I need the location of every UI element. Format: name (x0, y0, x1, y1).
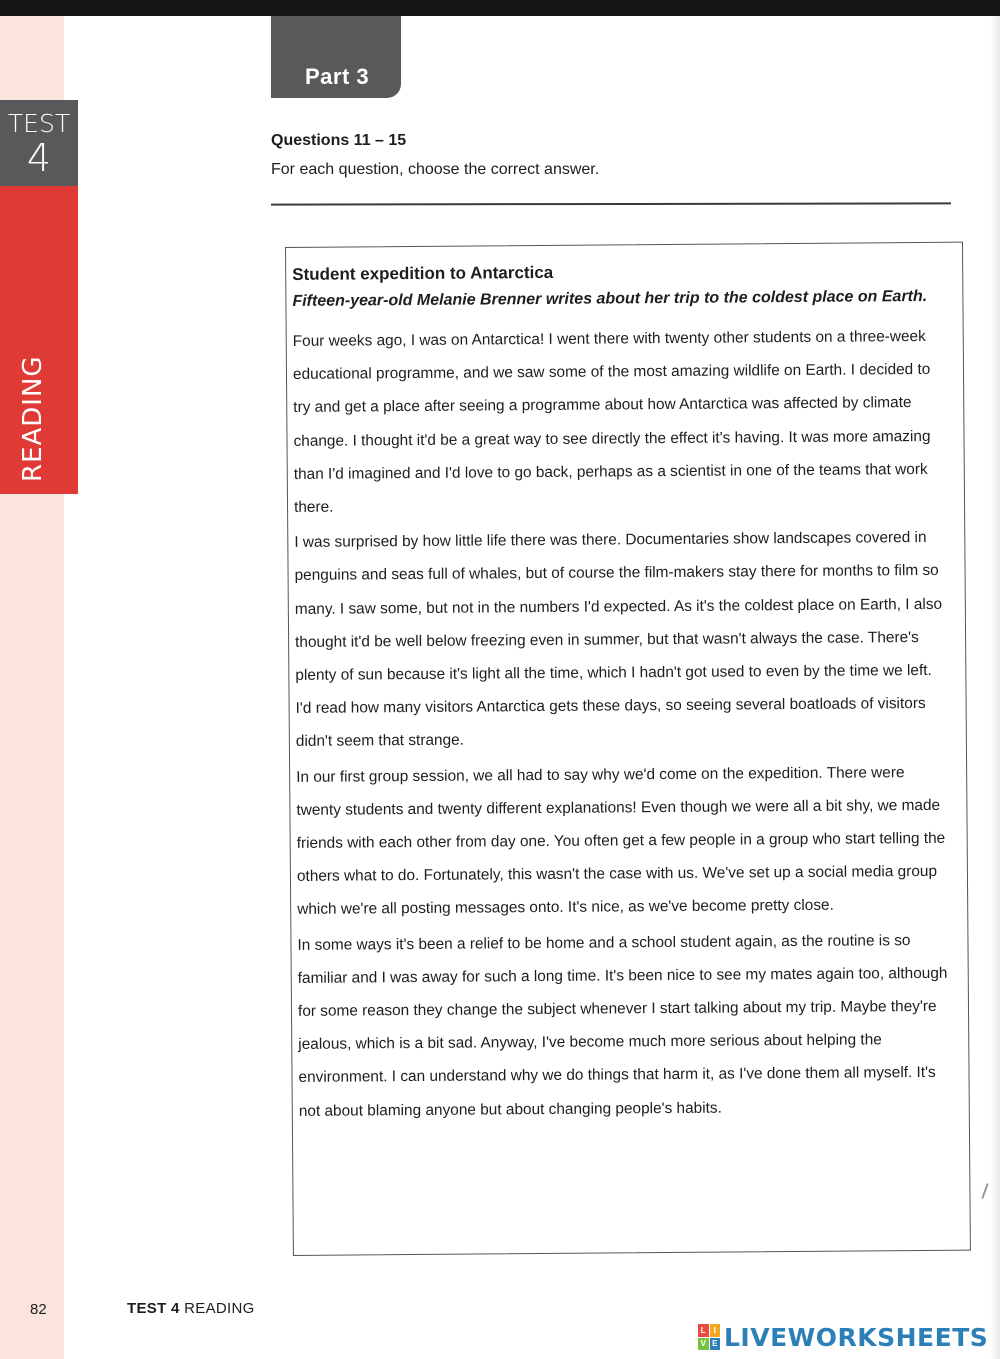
liveworksheets-watermark (698, 1322, 988, 1352)
page-number: 82 (30, 1301, 47, 1318)
article-paragraph: In our first group session, we all had to say why we'd come on the expedition. There were twenty students and twenty different explanations! Even though we were all a bit shy, we made friends with each other from day one. You often get a few people in a group who start telling the others what to do. Fortunately, this wasn't the case with us. We've set up a social media group which we're all posting messages onto. It's nice, as we've become pretty close. (296, 763, 946, 919)
test-number: 4 (26, 136, 52, 180)
instruction-text: For each question, choose the correct answer. (271, 161, 600, 178)
footer-section: READING (184, 1300, 255, 1317)
article-box (285, 242, 971, 1256)
part-tab (271, 16, 401, 98)
footer-test-word: TEST (127, 1300, 167, 1317)
article-paragraph: Four weeks ago, I was on Antarctica! I went there with twenty other students on a three-week educational programme, and we saw some of the most amazing wildlife on Earth. I decided to try and get a place after seeing a programme about how Antarctica was affected by climate change. I thought it'd be a great way to see directly the effect it's having. It was more amazing than I'd imagined and I'd love to go back, perhaps as a scientist in one of the teams that work there. (292, 327, 931, 516)
questions-heading: Questions 11 – 15 (271, 132, 407, 149)
article-title: Student expedition to Antarctica (292, 262, 554, 284)
liveworksheets-logo-icon (698, 1324, 720, 1350)
scan-mark (981, 1183, 988, 1199)
footer-label (127, 1300, 255, 1317)
part-label: Part 3 (305, 64, 370, 89)
divider (271, 202, 951, 205)
article-paragraph: I was surprised by how little life there was there. Documentaries show landscapes covered in penguins and seas full of whales, but of course the film-makers stay there for months to film so many. I saw some, but not in the numbers I'd expected. As it's the coldest place on Earth, I also thought it'd be well below freezing even in summer, but that wasn't always the case. There's plenty of sun because it's light all the time, which I hadn't got used to even by the time we left. I'd read how many visitors Antarctica gets these days, so seeing several boatloads of visitors didn't seem that strange. (294, 529, 943, 751)
logo-letter: I (710, 1324, 721, 1337)
logo-letter: L (698, 1324, 709, 1337)
section-label: READING (18, 355, 48, 482)
top-border (0, 0, 1000, 16)
page-edge-shadow (990, 16, 1000, 1359)
footer-test-number: 4 (171, 1300, 180, 1317)
test-number-block (0, 100, 78, 186)
article-paragraph: In some ways it's been a relief to be home and a school student again, as the routine is so familiar and I was away for such a long time. It's been nice to see my mates again too, although for some reason they change the subject whenever I start talking about my trip. Maybe they're jealous, which is a bit sad. Anyway, I've become much more serious about helping the environment. I can understand why we do things that harm it, as I've done them all myself. It's not about blaming anyone but about changing people's habits. (297, 931, 948, 1120)
page-number-block (0, 1280, 64, 1346)
watermark-text: LIVEWORKSHEETS (724, 1322, 989, 1352)
article-subtitle: Fifteen-year-old Melanie Brenner writes about her trip to the coldest place on Earth. (292, 287, 928, 310)
test-label: TEST (7, 109, 71, 138)
logo-letter: E (710, 1338, 721, 1351)
logo-letter: V (698, 1338, 709, 1351)
